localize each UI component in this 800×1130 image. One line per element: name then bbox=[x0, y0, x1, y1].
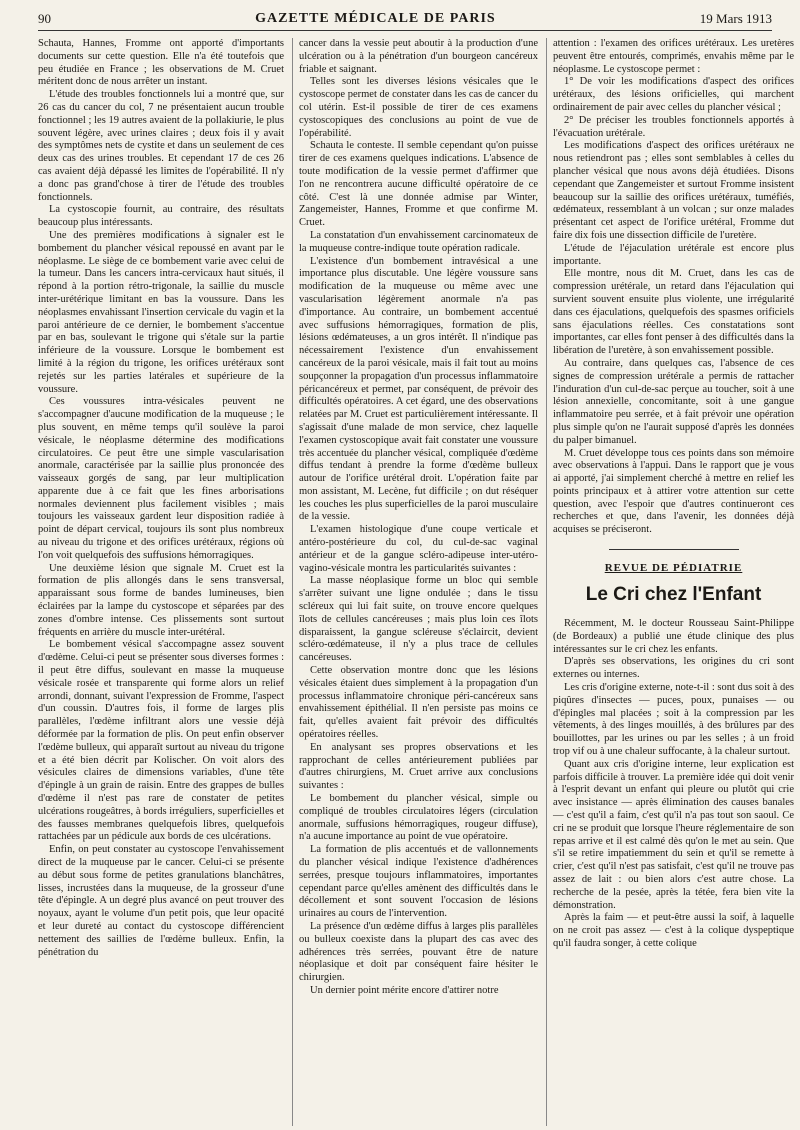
paragraph: Ces voussures intra-vésicales peuvent ne s'accompagner d'aucune modification de la muqueuse ; le plus souvent, en même temps qu'il soulève la paroi vésicale, le néoplasme détermine des modifications circulatoires. Ce peut être une simple vascularisation anormale, caractérisée par la saillie plus prononcée des vaisseaux gorgés de sang, par leur multiplication apparente due à ce fait que les fines arborisations normales deviennent plus facilement visibles ; mais toujours les vaisseaux gardent leur disposition radiée à point de départ cervical, toujours ils sont plus nombreux au niveau du trigone et des orifices urétéraux, régions où l'on voit quelquefois des suffusions hémorragiques. bbox=[38, 396, 284, 561]
paragraph: Schauta, Hannes, Fromme ont apporté d'importants documents sur cette question. Elle n'a été toutefois que peu étudiée en France ; les observations de M. Cruet méritent donc de nous arrêter un instant. bbox=[38, 38, 284, 88]
paragraph: Une des premières modifications à signaler est le bombement du plancher vésical repoussé en avant par le néoplasme. Le siège de ce bombement varie avec celui de la tumeur. Dans les cancers intra-cervicaux haut situés, il répond à la portion rétro-trigonale, la saillie du muscle inter-urétérique limitant en bas la voussure. Dans les néoplasmes envahissant l'insertion cervicale du vagin et la paroi antérieure de ce dernier, le bombement s'accentue par en bas, soulevant le trigone qui s'étale sur la partie inférieure de la voussure. Lorsque le bombement est limité à la région du trigone, les orifices urétéraux sont rejetés sur les parties latérales et supérieure de la voussure. bbox=[38, 229, 284, 395]
paragraph: L'étude de l'éjaculation urétérale est encore plus importante. bbox=[553, 242, 794, 267]
paragraph: L'existence d'un bombement intravésical a une importance plus discutable. Une légère voussure sans modification de la muqueuse ou même avec une vascularisation légèrement anormale n'a pas d'importance. Au contraire, un bombement accentué avec suffusions hémorragiques, formation de plis, lésions œdémateuses, a un gros intérêt. Il n'indique pas nécessairement l'existence d'un envahissement cancéreux de la paroi vésicale, mais il fait tout au moins soupçonner la propagation d'un processus inflammatoire péricancéreux et permet, par conséquent, de prévoir des difficultés opératoires. A cet égard, une des observations relatées par M. Cruet est particulièrement intéressante. Il s'agissait d'une malade de mon service, chez laquelle l'examen cystoscopique avait fait constater une voussure très accentuée du plancher vésical, compliquée d'œdème diffus tendant à prendre la forme d'œdème bulleux autour de l'orifice urétéral droit. L'opération faite par mon assistant, M. Lecène, fut difficile ; on dut réséquer les couches les plus superficielles de la paroi musculaire de la vessie. bbox=[299, 255, 538, 523]
paragraph: La formation de plis accentués et de vallonnements du plancher vésical indique l'existence d'adhérences serrées, presque toujours inflammatoires, importantes cependant parce qu'elles amènent des difficultés dans le décollement et sont souvent l'occasion de lésions urinaires au cours de l'intervention. bbox=[299, 844, 538, 920]
page-header bbox=[38, 8, 772, 31]
journal-title: GAZETTE MÉDICALE DE PARIS bbox=[255, 11, 496, 26]
paragraph: cancer dans la vessie peut aboutir à la production d'une ulcération ou à la pénétration d'un bourgeon cancéreux friable et saignant. bbox=[299, 38, 538, 75]
paragraph: 2° De préciser les troubles fonctionnels apportés à l'évacuation urétérale. bbox=[553, 114, 794, 139]
paragraph: La masse néoplasique forme un bloc qui semble s'arrêter suivant une ligne ondulée ; dans le tissu scléreux qui lui fait suite, on trouve encore quelques îlots de cellules cancéreuses ; mais plus loin ces îlots disparaissent, la gangue scléreuse s'éclaircit, devient scléro-œdémateuse, il n'y a plus trace de cellules cancéreuses. bbox=[299, 575, 538, 664]
article-title: Le Cri chez l'Enfant bbox=[585, 584, 762, 606]
paragraph: Les cris d'origine externe, note-t-il : sont dus soit à des piqûres d'insectes — puces, poux, punaises — ou d'épingles mal placées ; soit à la compression par les vêtements, à des linges mouillés, à des brûlures par des bouillottes, par les urines ou par les selles ; à un froid trop vif ou à une chaleur suffocante, à la chaleur surtout. bbox=[553, 682, 794, 758]
paragraph: Cette observation montre donc que les lésions vésicales étaient dues simplement à la propagation d'un processus inflammatoire chronique péri-cancéreux sans envahissement épithélial. Il n'en persiste pas moins ce fait, qu'elles avaient fait prévoir des difficultés opératoires réelles. bbox=[299, 665, 538, 741]
paragraph: Une deuxième lésion que signale M. Cruet est la formation de plis allongés dans le sens transversal, apparaissant sous forme de bandes lumineuses, bien éclairées par la lampe du cystoscope et séparées par des zones d'ombre intense. Ces plissements sont surtout fréquents en arrière du muscle inter-urétéral. bbox=[38, 562, 284, 638]
paragraph: Elle montre, nous dit M. Cruet, dans les cas de compression urétérale, un retard dans l'éjaculation qui survient souvent ensuite plus violente, une irrégularité dans ces éjaculations, quelquefois des spasmes orificiels sans éjaculations réelles. Ces constatations sont importantes, car elles font penser à des difficultés dans la libération de l'uretère, à son envahissement possible. bbox=[553, 268, 794, 357]
paragraph: Quant aux cris d'origine interne, leur explication est parfois difficile à trouver. La première idée qui doit venir à l'esprit devant un enfant qui pleure ou plutôt qui crie avec insistance — après élimination des causes banales — c'est qu'il a faim, c'est qu'il n'a pas tout son saoul. Ce cri ne se produit que lorsque l'heure réglementaire de son repas arrive et il est calmé dès qu'on le met au sein. Que s'il se retire impatiemment du sein et qu'il se remette à crier, c'est qu'il n'est pas satisfait, c'est qu'il ne trouve pas assez de lait : ou bien alors c'est autre chose. La recherche de la pesée, après la tétée, fera bien vite la démonstration. bbox=[553, 758, 794, 911]
paragraph: L'examen histologique d'une coupe verticale et antéro-postérieure du col, du cul-de-sac vaginal antérieur et de la gangue scléro-adipeuse inter-utéro-vagino-vésicale montra les particularités suivantes : bbox=[299, 524, 538, 574]
paragraph: Schauta le conteste. Il semble cependant qu'on puisse tirer de ces examens quelques indications. L'absence de toute modification de la vessie permet d'affirmer que l'on ne rencontrera aucune difficulté opératoire de ce côté. C'est là une donnée admise par Winter, Zangemeister, Hannes, Fromme et que confirme M. Cruet. bbox=[299, 140, 538, 229]
page-number: 90 bbox=[38, 11, 51, 26]
paragraph: M. Cruet développe tous ces points dans son mémoire avec observations à l'appui. Dans le rapport que je vous ai apporté, j'ai simplement cherché à mettre en relief les points principaux et à attirer votre attention sur cette question, avec l'espoir que d'autres continueront ces recherches et que, dans l'avenir, les données déjà acquises se préciseront. bbox=[553, 447, 794, 536]
paragraph: Les modifications d'aspect des orifices urétéraux ne nous retiendront pas ; elles sont semblables à celles du plancher vésical que nous avons déjà étudiées. Disons cependant que Zangemeister et surtout Fromme insistent beaucoup sur la saillie des orifices urétéraux, tuméfiés, œdémateux, ressemblant à un volcan ; sur onze malades présentant cet aspect de l'orifice urétéral, Fromme dut faire dix fois une dissection difficile de l'uretère. bbox=[553, 140, 794, 241]
paragraph: La constatation d'un envahissement carcinomateux de la muqueuse contre-indique toute opération radicale. bbox=[299, 229, 538, 254]
column-2 bbox=[292, 38, 538, 1126]
column-3 bbox=[546, 38, 794, 1126]
paragraph: En analysant ses propres observations et les rapprochant de celles antérieurement publiées par d'autres chirurgiens, M. Cruet arrive aux conclusions suivantes : bbox=[299, 741, 538, 792]
paragraph: Le bombement vésical s'accompagne assez souvent d'œdème. Celui-ci peut se présenter sous diverses formes : il peut être diffus, soulevant en masse la muqueuse vésicale rosée et transparente qui forme alors un relief arrondi, donnant, suivant l'expression de Fromme, l'aspect d'un coussin. D'autres fois, il forme de larges plis parallèles, l'œdème infiltrant alors une vessie déjà déformée par la formation de plis. On peut enfin observer l'œdème bulleux, qui apparaît surtout au niveau du trigone et a été bien décrit par Kolischer. On voit alors des vésicules claires de dimensions variables, d'une tête d'épingle à un grain de raisin. Entre des grappes de bulles d'œdème il n'est pas rare de constater de petites ulcérations rougeâtres, à bords irréguliers, superficielles et des fausses membranes quelquefois libres, quelquefois rattachées par un pédicule aux bords de ces ulcérations. bbox=[38, 639, 284, 843]
section-divider bbox=[609, 549, 739, 550]
paragraph: La présence d'un œdème diffus à larges plis parallèles ou bulleux coexiste dans la plupart des cas avec des adhérences très serrées, pouvant être de nature néoplasique et doit par conséquent faire hésiter le chirurgien. bbox=[299, 920, 538, 984]
paragraph: Un dernier point mérite encore d'attirer notre bbox=[310, 984, 499, 996]
paragraph: 1° De voir les modifications d'aspect des orifices urétéraux, des lésions orificielles, qui marchent ordinairement de pair avec celles du plancher vésical ; bbox=[553, 76, 794, 113]
paragraph: Au contraire, dans quelques cas, l'absence de ces signes de compression urétérale a permis de rattacher l'induration d'un cul-de-sac perçue au toucher, soit à une lésion annexielle, concomitante, soit à une gangue inflammatoire peu serrée, et à fait prévoir une opération plus simple qu'on ne l'aurait supposé d'après les données du palper bimanuel. bbox=[553, 357, 794, 446]
paragraph: Récemment, M. le docteur Rousseau Saint-Philippe (de Bordeaux) a publié une étude clinique des plus intéressantes sur le cri chez les enfants. bbox=[553, 618, 794, 655]
paragraph: La cystoscopie fournit, au contraire, des résultats beaucoup plus intéressants. bbox=[38, 204, 284, 229]
paragraph: L'étude des troubles fonctionnels lui a montré que, sur 26 cas du cancer du col, 7 ne présentaient aucun trouble fonctionnel ; les 19 autres avaient de la pollakiurie, le plus souvent légère, avec urines claires ; deux fois il y avait des symptômes nets de cystite et dans un seulement de ces deux cas des urines troubles. Et cependant 17 de ces 26 cas avaient déjà dépassé les limites de l'opérabilité. Il n'y a donc pas grand'chose à tirer de l'étude des troubles fonctionnels. bbox=[38, 89, 284, 203]
paragraph: Enfin, on peut constater au cystoscope l'envahissement direct de la muqueuse par le cancer. Celui-ci se présente au début sous forme de petites granulations blanchâtres, lisses, incrustées dans la muqueuse, de la grosseur d'une tête d'épingle. A un degré plus avancé on peut trouver des noyaux, ayant le volume d'un petit pois, que leur opacité et leur dureté au contact du cystoscope différencient nettement des saillies de l'œdème bulleux. Enfin, la pénétration du bbox=[38, 844, 284, 958]
issue-date: 19 Mars 1913 bbox=[699, 11, 772, 26]
paragraph: Après la faim — et peut-être aussi la soif, à laquelle on ne croit pas assez — c'est à la colique dyspeptique qu'il faudra songer, à cette colique bbox=[553, 912, 794, 949]
column-1 bbox=[38, 38, 284, 1126]
paragraph: Telles sont les diverses lésions vésicales que le cystoscope permet de constater dans les cas de cancer du col utérin. Est-il possible de tirer de ces examens cystoscopiques des conclusions au point de vue de l'opérabilité. bbox=[299, 76, 538, 139]
section-heading: REVUE DE PÉDIATRIE bbox=[604, 562, 743, 575]
paragraph: Le bombement du plancher vésical, simple ou compliqué de troubles circulatoires légers (circulation anormale, suffusions hémorragiques, rougeur diffuse), n'a aucune importance au point de vue opératoire. bbox=[299, 793, 538, 843]
paragraph: attention : l'examen des orifices urétéraux. Les uretères peuvent être entourés, comprimés, envahis même par le néoplasme. Le cystoscope permet : bbox=[553, 38, 794, 75]
paragraph: D'après ses observations, les origines du cri sont externes ou internes. bbox=[553, 656, 794, 681]
